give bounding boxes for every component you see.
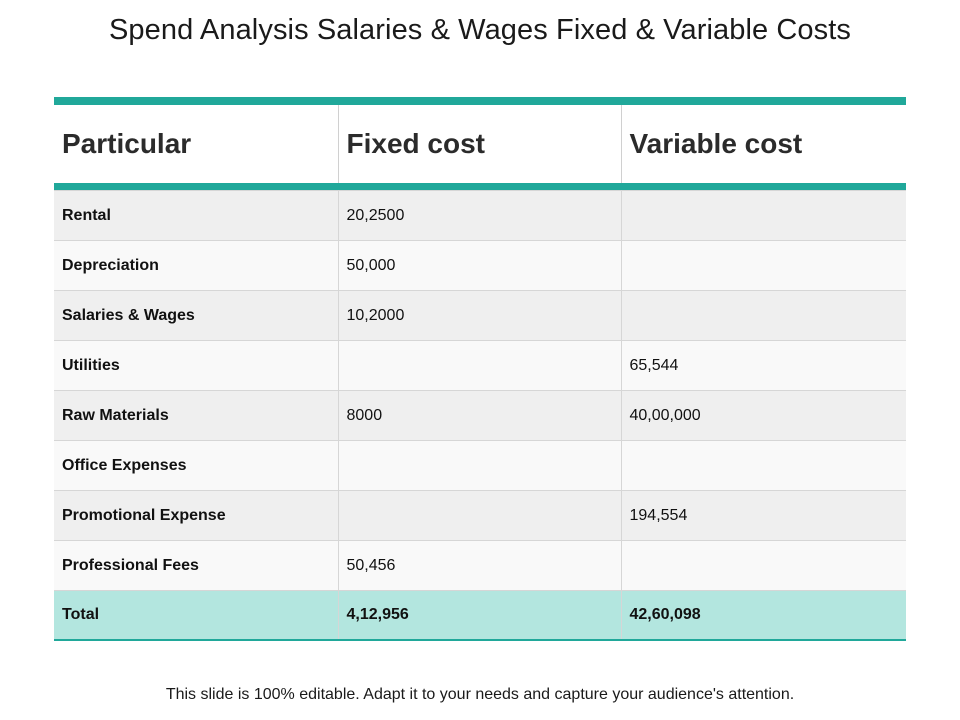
header-fixed-cost: Fixed cost [338, 105, 621, 183]
cell-variable-cost: 40,00,000 [621, 391, 906, 441]
header-variable-cost: Variable cost [621, 105, 906, 183]
header-particular: Particular [54, 105, 338, 183]
header-row [54, 105, 906, 183]
table-row [54, 241, 906, 291]
table-body [54, 191, 906, 641]
cell-fixed-cost: 10,2000 [338, 291, 621, 341]
total-variable-cost: 42,60,098 [621, 591, 906, 641]
cell-variable-cost [621, 291, 906, 341]
cell-fixed-cost: 50,456 [338, 541, 621, 591]
cost-table-container [54, 97, 906, 641]
cell-particular: Utilities [54, 341, 338, 391]
cell-variable-cost [621, 241, 906, 291]
cell-fixed-cost: 50,000 [338, 241, 621, 291]
total-label: Total [54, 591, 338, 641]
table-row [54, 541, 906, 591]
table-row [54, 391, 906, 441]
table-row [54, 441, 906, 491]
cell-particular: Promotional Expense [54, 491, 338, 541]
footer-note: This slide is 100% editable. Adapt it to your needs and capture your audience's attention. [165, 686, 795, 703]
total-fixed-cost: 4,12,956 [338, 591, 621, 641]
cell-variable-cost [621, 191, 906, 241]
cell-variable-cost [621, 441, 906, 491]
cost-table [54, 105, 906, 641]
table-row [54, 291, 906, 341]
cell-particular: Professional Fees [54, 541, 338, 591]
total-row [54, 591, 906, 641]
cell-particular: Office Expenses [54, 441, 338, 491]
cell-particular: Rental [54, 191, 338, 241]
cell-fixed-cost [338, 491, 621, 541]
cell-fixed-cost [338, 341, 621, 391]
table-header [54, 105, 906, 191]
cell-variable-cost: 65,544 [621, 341, 906, 391]
table-row [54, 491, 906, 541]
cell-variable-cost: 194,554 [621, 491, 906, 541]
table-row [54, 341, 906, 391]
cell-fixed-cost [338, 441, 621, 491]
cell-particular: Raw Materials [54, 391, 338, 441]
cell-particular: Salaries & Wages [54, 291, 338, 341]
table-top-rule [54, 97, 906, 105]
cell-variable-cost [621, 541, 906, 591]
cell-fixed-cost: 20,2500 [338, 191, 621, 241]
slide-title: Spend Analysis Salaries & Wages Fixed & Variable Costs [108, 14, 852, 46]
header-rule [54, 183, 906, 191]
cell-fixed-cost: 8000 [338, 391, 621, 441]
table-row [54, 191, 906, 241]
cell-particular: Depreciation [54, 241, 338, 291]
